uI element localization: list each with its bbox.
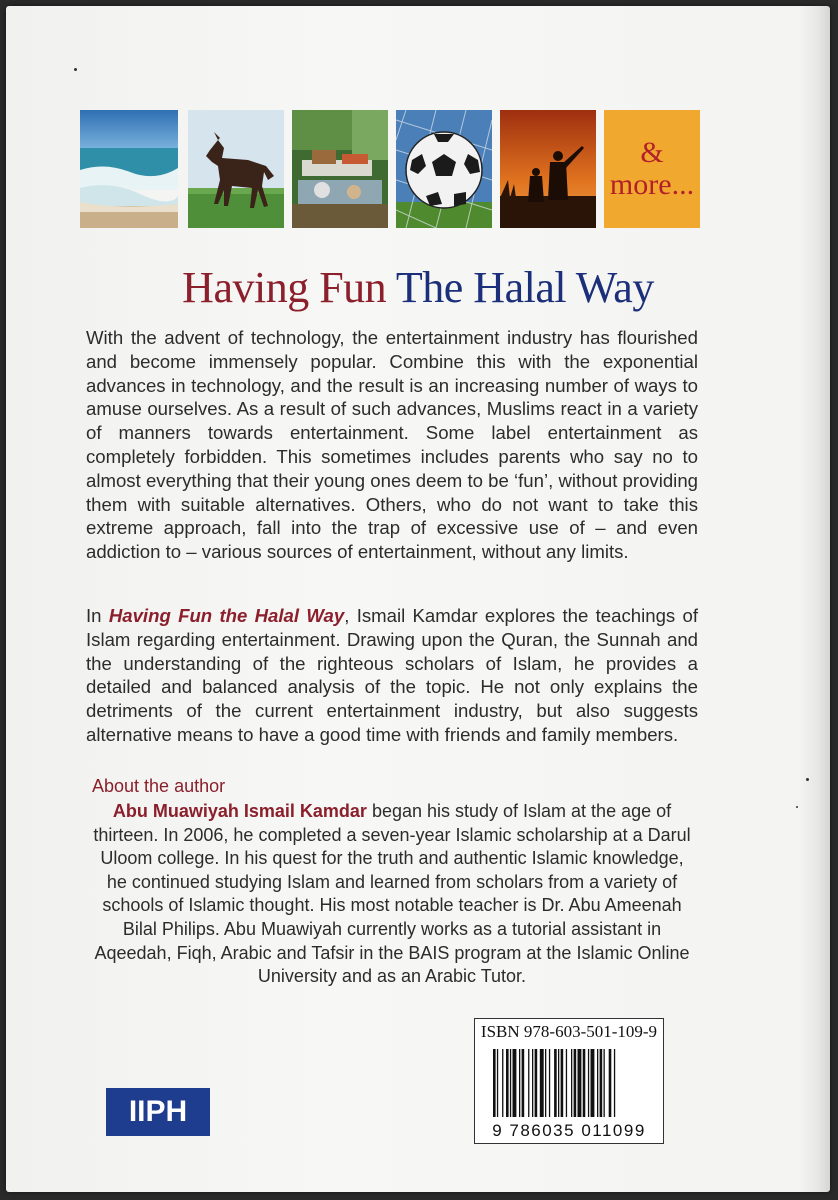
barcode-stripe bbox=[493, 1049, 496, 1117]
blurb-paragraph-2 bbox=[86, 604, 698, 747]
ean-digits: 9 786035 011099 bbox=[492, 1121, 646, 1140]
barcode-stripe bbox=[549, 1049, 550, 1117]
photo-sunset-silhouettes bbox=[500, 110, 596, 228]
publisher-logo bbox=[106, 1088, 210, 1136]
speck bbox=[796, 806, 798, 808]
speck bbox=[806, 778, 809, 781]
barcode-stripe bbox=[574, 1049, 577, 1117]
barcode-stripe bbox=[561, 1049, 564, 1117]
barcode-stripe bbox=[583, 1049, 586, 1117]
photo-sea-beach bbox=[80, 110, 178, 228]
speck bbox=[74, 68, 77, 71]
about-author-text bbox=[92, 800, 692, 989]
book-back-cover bbox=[6, 6, 830, 1192]
barcode-stripe bbox=[554, 1049, 557, 1117]
barcode-stripe bbox=[528, 1049, 529, 1117]
barcode-stripe bbox=[609, 1049, 612, 1117]
title-part-red: Having Fun bbox=[182, 263, 387, 312]
paragraph2-book-title: Having Fun the Halal Way bbox=[108, 605, 345, 626]
cover-edge-shadow bbox=[800, 6, 830, 1192]
photo-horse bbox=[188, 110, 284, 228]
barcode-stripe bbox=[540, 1049, 544, 1117]
blurb-paragraph-1: With the advent of technology, the entertainment industry has flourished and become immensely popular. Combine this with the exponential advances in technology, and the result is an increasing number of ways to amuse ourselves. As a result of such advances, Muslims react in a variety of manners towards entertainment. Some label entertainment as completely forbidden. This sometimes includes parents who say no to almost everything that their young ones deem to be ‘fun’, without providing them with suitable alternatives. Others, who do not want to take this extreme approach, fall into the trap of excessive use of – and even addiction to – various sources of entertainment, without any limits. bbox=[86, 327, 698, 563]
barcode-stripe bbox=[545, 1049, 546, 1117]
title-part-blue: The Halal Way bbox=[395, 263, 654, 312]
more-tile bbox=[604, 110, 700, 228]
paragraph2-prefix: In bbox=[86, 605, 102, 626]
barcode-stripe bbox=[513, 1049, 517, 1117]
barcode-stripe bbox=[578, 1049, 582, 1117]
barcode-stripe bbox=[566, 1049, 567, 1117]
barcode-stripe bbox=[614, 1049, 615, 1117]
barcode-stripe bbox=[591, 1049, 595, 1117]
author-name: Abu Muawiyah Ismail Kamdar bbox=[112, 801, 367, 821]
barcode-stripe bbox=[532, 1049, 533, 1117]
more-label-ampersand: & bbox=[640, 136, 664, 169]
barcode-stripe bbox=[600, 1049, 603, 1117]
barcode-bars bbox=[493, 1049, 645, 1117]
barcode-stripe bbox=[506, 1049, 509, 1117]
publisher-logo-text: IIPH bbox=[128, 1095, 188, 1128]
barcode-stripe bbox=[535, 1049, 538, 1117]
barcode-stripe bbox=[558, 1049, 559, 1117]
isbn-number: ISBN 978-603-501-109-9 bbox=[480, 1022, 658, 1041]
barcode-stripe bbox=[522, 1049, 525, 1117]
photo-outdoor-table bbox=[292, 110, 388, 228]
more-label-text: more... bbox=[609, 168, 695, 201]
barcode-stripe bbox=[604, 1049, 605, 1117]
barcode-stripe bbox=[497, 1049, 498, 1117]
photo-football-in-net bbox=[396, 110, 492, 228]
barcode-stripe bbox=[597, 1049, 598, 1117]
barcode-stripe bbox=[510, 1049, 511, 1117]
book-title bbox=[6, 262, 830, 313]
paragraph2-text: , Ismail Kamdar explores the teachings of Islam regarding entertainment. Drawing upon the Quran, the Sunnah and the understanding of the righteous scholars of Islam, he provides a detailed and balanced analysis of the topic. He not only explains the detriments of the current entertainment industry, but also suggests alternative means to have a good time with friends and family members. bbox=[86, 605, 699, 745]
barcode-stripe bbox=[502, 1049, 503, 1117]
barcode-stripe bbox=[571, 1049, 572, 1117]
barcode-stripe bbox=[588, 1049, 589, 1117]
barcode-stripe bbox=[519, 1049, 520, 1117]
about-author-heading: About the author bbox=[92, 776, 226, 796]
barcode-box bbox=[474, 1018, 664, 1144]
author-bio: began his study of Islam at the age of thirteen. In 2006, he completed a seven-year Islamic scholarship at a Darul Uloom college. In his quest for the truth and authentic Islamic knowledge, he continued studying Islam and learned from scholars from a variety of schools of Islamic thought. His most notable teacher is Dr. Abu Ameenah Bilal Philips. Abu Muawiyah currently works as a tutorial assistant in Aqeedah, Fiqh, Arabic and Tafsir in the BAIS program at the Islamic Online University and as an Arabic Tutor. bbox=[93, 801, 691, 987]
